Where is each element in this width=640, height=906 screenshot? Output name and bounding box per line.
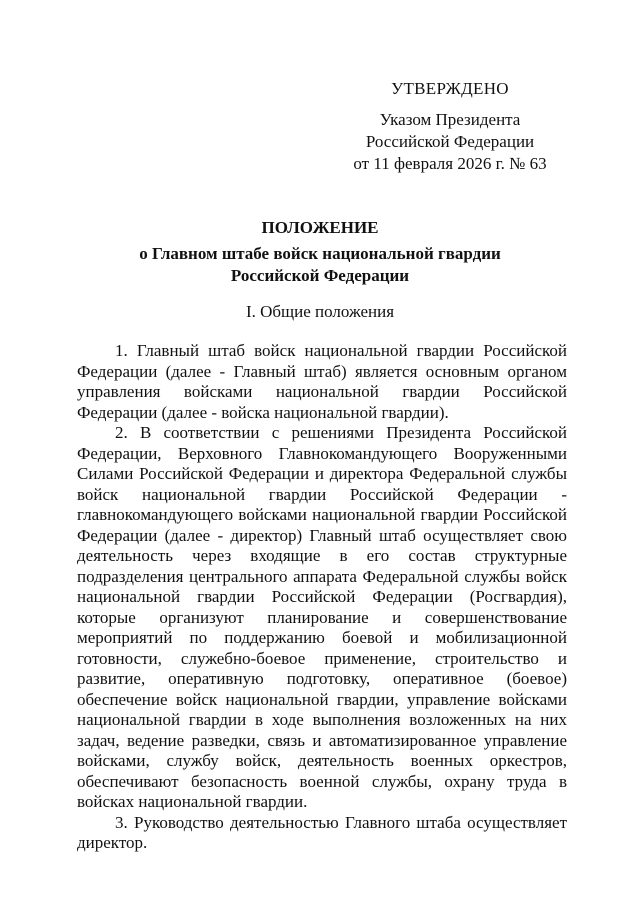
document-subtitle bbox=[0, 243, 640, 287]
approval-stamp bbox=[330, 78, 570, 175]
approval-line-decree: Указом Президента bbox=[379, 110, 521, 129]
approval-line-date: от 11 февраля 2026 г. № 63 bbox=[353, 154, 547, 173]
approval-title: УТВЕРЖДЕНО bbox=[391, 79, 509, 98]
section-heading: I. Общие положения bbox=[245, 302, 395, 321]
approval-line-country: Российской Федерации bbox=[365, 132, 535, 151]
paragraph-2: 2. В соответствии с решениями Президента Российской Федерации, Верховного Главнокомандующего Вооруженными Силами Российской Федерации и директора Федеральной службы войск национальной гвардии Российской Федерации - главнокомандующего войсками национальной гвардии Российской Федерации (далее - директор) Главный штаб осуществляет свою деятельность через входящие в его состав структурные подразделения центрального аппарата Федеральной службы войск национальной гвардии Российской Федерации (Росгвардия), которые организуют планирование и совершенствование мероприятий по поддержанию боевой и мобилизационной готовности, служебно-боевое применение, строительство и развитие, оперативную подготовку, оперативное (боевое) обеспечение войск национальной гвардии, управление войсками национальной гвардии в ходе выполнения возложенных на них задач, ведение разведки, связь и автоматизированное управление войсками, службу войск, деятельность военных оркестров, обеспечивают безопасность военной службы, охрану труда в войсках национальной гвардии. bbox=[77, 423, 567, 811]
document-title: ПОЛОЖЕНИЕ bbox=[261, 218, 379, 237]
document-title-block bbox=[0, 217, 640, 287]
document-subtitle-line-1: о Главном штабе войск национальной гвардии bbox=[139, 244, 501, 263]
document-body bbox=[77, 341, 567, 854]
paragraph-3: 3. Руководство деятельностью Главного штаба осуществляет директор. bbox=[77, 812, 567, 852]
paragraph-1: 1. Главный штаб войск национальной гвардии Российской Федерации (далее - Главный штаб) является основным органом управления войсками национальной гвардии Российской Федерации (далее - войска национальной гвардии). bbox=[77, 341, 567, 422]
document-subtitle-line-2: Российской Федерации bbox=[230, 266, 410, 285]
